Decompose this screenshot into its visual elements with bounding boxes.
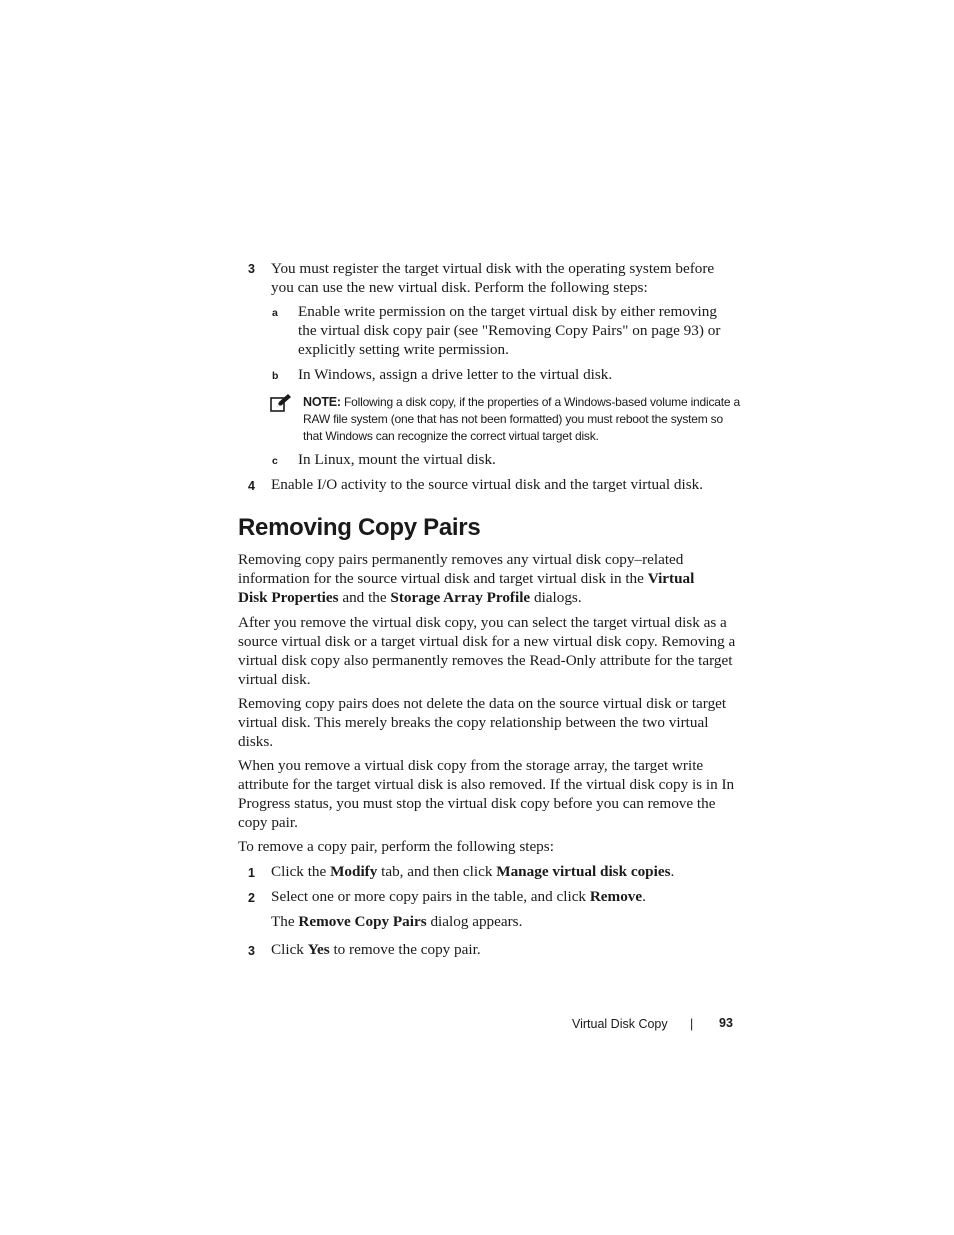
ui-term: Virtual Disk Properties xyxy=(238,570,695,606)
text-run: to remove the copy pair. xyxy=(329,941,481,958)
step-number: 3 xyxy=(248,944,255,958)
note-label: NOTE: xyxy=(303,395,341,409)
text-run: Click xyxy=(271,941,308,958)
substep-letter: a xyxy=(272,307,278,319)
footer-section-name: Virtual Disk Copy xyxy=(572,1017,668,1031)
text-run: Removing copy pairs permanently removes any virtual disk copy–related information for the source virtual disk and target virtual disk in the xyxy=(238,551,684,587)
paragraph: When you remove a virtual disk copy from the storage array, the target write attribute for the target virtual disk is also removed. If the virtual disk copy is in In Progress status, you must stop the virtual disk copy before you can remove the copy pair. xyxy=(238,757,735,831)
substep-text: In Linux, mount the virtual disk. xyxy=(298,451,496,468)
text-run: dialogs. xyxy=(530,589,582,606)
step-number: 1 xyxy=(248,866,255,880)
substep-letter: b xyxy=(272,370,279,382)
step-text: You must register the target virtual disk with the operating system before you can use the new virtual disk. Perform the following steps: xyxy=(271,260,715,296)
step-text xyxy=(271,940,741,959)
substep-text: In Windows, assign a drive letter to the virtual disk. xyxy=(298,366,613,383)
footer-separator: | xyxy=(690,1017,694,1031)
paragraph: To remove a copy pair, perform the following steps: xyxy=(238,838,554,855)
paragraph: After you remove the virtual disk copy, you can select the target virtual disk as a source virtual disk or a target virtual disk for a new virtual disk copy. Removing a virtual disk copy also permanently removes the Read-Only attribute for the target virtual disk. xyxy=(238,614,736,688)
ui-term: Remove Copy Pairs xyxy=(298,913,427,930)
text-run: and the xyxy=(338,589,391,606)
ui-term: Storage Array Profile xyxy=(390,589,531,606)
ui-term: Manage virtual disk copies xyxy=(496,863,671,880)
step-number: 3 xyxy=(248,262,255,276)
section-title: Removing Copy Pairs xyxy=(238,514,481,541)
text-run: dialog appears. xyxy=(426,913,523,930)
substep-text: Enable write permission on the target virtual disk by either removing the virtual disk copy pair (see "Removing Copy Pairs" on page 93) or explicitly setting write permission. xyxy=(298,303,721,358)
ui-term: Yes xyxy=(307,941,330,958)
ui-term: Remove xyxy=(589,888,643,905)
step-text xyxy=(271,862,741,881)
text-run: . xyxy=(642,888,646,905)
step-text: Enable I/O activity to the source virtual disk and the target virtual disk. xyxy=(271,476,704,493)
paragraph xyxy=(238,550,726,607)
step-followup xyxy=(271,912,741,931)
page-number: 93 xyxy=(719,1016,733,1030)
text-run: tab, and then click xyxy=(377,863,497,880)
paragraph: Removing copy pairs does not delete the data on the source virtual disk or target virtual disk. This merely breaks the copy relationship between the two virtual disks. xyxy=(238,695,727,750)
text-run: . xyxy=(670,863,675,880)
step-number: 4 xyxy=(248,479,255,493)
note-body: Following a disk copy, if the properties of a Windows-based volume indicate a RAW file system (one that has not been formatted) you must reboot the system so that Windows can recognize the correct virtual target disk. xyxy=(303,395,740,443)
ui-term: Modify xyxy=(330,863,378,880)
text-run: Click the xyxy=(271,863,331,880)
step-number: 2 xyxy=(248,891,255,905)
note-text xyxy=(303,394,743,445)
pencil-note-icon xyxy=(270,393,292,413)
substep-letter: c xyxy=(272,455,278,467)
text-run: The xyxy=(271,913,299,930)
step-text xyxy=(271,887,741,906)
text-run: Select one or more copy pairs in the table, and click xyxy=(271,888,590,905)
